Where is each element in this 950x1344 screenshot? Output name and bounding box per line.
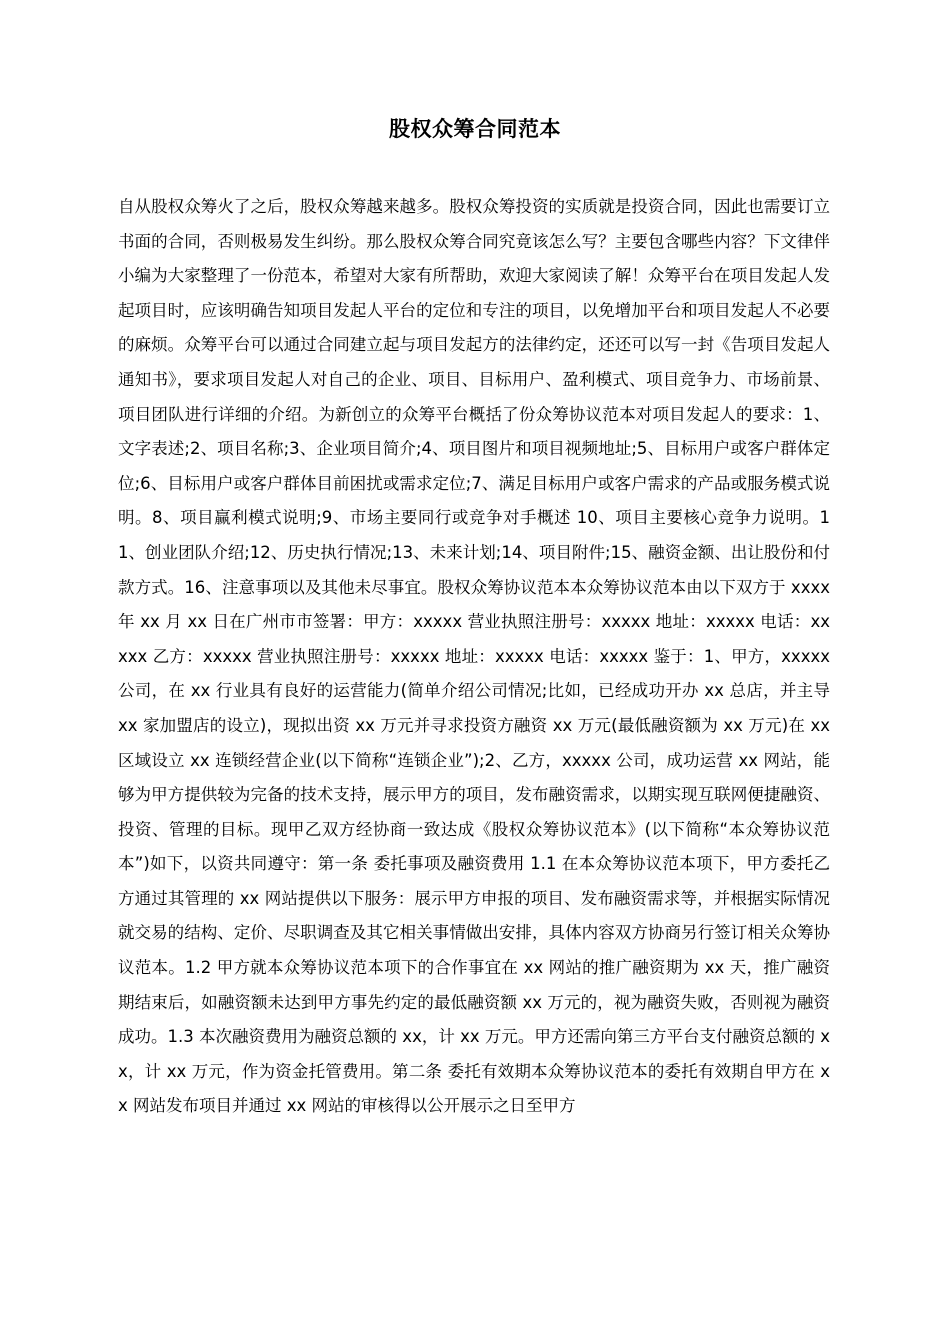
- document-body: 自从股权众筹火了之后，股权众筹越来越多。股权众筹投资的实质就是投资合同，因此也需要订立书面的合同，否则极易发生纠纷。那么股权众筹合同究竟该怎么写？主要包含哪些内容？下文律伴小编为大家整理了一份范本，希望对大家有所帮助，欢迎大家阅读了解！众筹平台在项目发起人发起项目时，应该明确告知项目发起人平台的定位和专注的项目，以免增加平台和项目发起人不必要的麻烦。众筹平台可以通过合同建立起与项目发起方的法律约定，还还可以写一封《告项目发起人通知书》，要求项目发起人对自己的企业、项目、目标用户、盈利模式、项目竞争力、市场前景、项目团队进行详细的介绍。为新创立的众筹平台概括了份众筹协议范本对项目发起人的要求：1、文字表述;2、项目名称;3、企业项目简介;4、项目图片和项目视频地址;5、目标用户或客户群体定位;6、目标用户或客户群体目前困扰或需求定位;7、满足目标用户或客户需求的产品或服务模式说明。8、项目赢利模式说明;9、市场主要同行或竞争对手概述 10、项目主要核心竞争力说明。11、创业团队介绍;12、历史执行情况;13、未来计划;14、项目附件;15、融资金额、出让股份和付款方式。16、注意事项以及其他未尽事宜。股权众筹协议范本本众筹协议范本由以下双方于 xxxx 年 xx 月 xx 日在广州市市签署：甲方：xxxxx 营业执照注册号：xxxxx 地址：xxxxx 电话：xxxxx 乙方：xxxxx 营业执照注册号：xxxxx 地址：xxxxx 电话：xxxxx 鉴于：1、甲方，xxxxx 公司，在 xx 行业具有良好的运营能力(简单介绍公司情况;比如，已经成功开办 xx 总店，并主导 xx 家加盟店的设立)，现拟出资 xx 万元并寻求投资方融资 xx 万元(最低融资额为 xx 万元)在 xx 区域设立 xx 连锁经营企业(以下简称“连锁企业”);2、乙方，xxxxx 公司，成功运营 xx 网站，能够为甲方提供较为完备的技术支持，展示甲方的项目，发布融资需求，以期实现互联网便捷融资、投资、管理的目标。现甲乙双方经协商一致达成《股权众筹协议范本》(以下简称“本众筹协议范本”)如下，以资共同遵守：第一条 委托事项及融资费用 1.1 在本众筹协议范本项下，甲方委托乙方通过其管理的 xx 网站提供以下服务：展示甲方申报的项目、发布融资需求等，并根据实际情况就交易的结构、定价、尽职调查及其它相关事情做出安排，具体内容双方协商另行签订相关众筹协议范本。1.2 甲方就本众筹协议范本项下的合作事宜在 xx 网站的推广融资期为 xx 天，推广融资期结束后，如融资额未达到甲方事先约定的最低融资额 xx 万元的，视为融资失败，否则视为融资成功。1.3 本次融资费用为融资总额的 xx，计 xx 万元。甲方还需向第三方平台支付融资总额的 xx，计 xx 万元，作为资金托管费用。第二条 委托有效期本众筹协议范本的委托有效期自甲方在 xx 网站发布项目并通过 xx 网站的审核得以公开展示之日至甲方: [118, 197, 830, 1116]
- document-title: 股权众筹合同范本: [389, 117, 561, 141]
